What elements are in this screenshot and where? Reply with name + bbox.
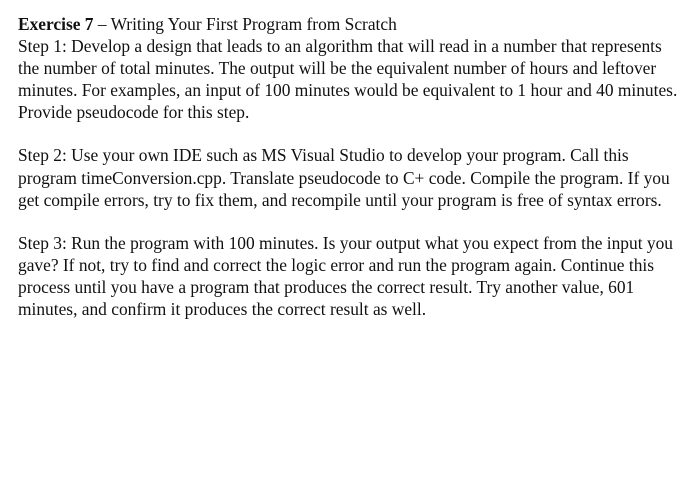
paragraph-gap (18, 211, 678, 232)
step-1-paragraph: Step 1: Develop a design that leads to an algorithm that will read in a number that represents the number of total minutes. The output will be the equivalent number of hours and leftover minutes. For examples, an input of 100 minutes would be equivalent to 1 hour and 40 minutes. Provide pseudocode for this step. (18, 36, 678, 123)
exercise-heading (18, 13, 678, 35)
exercise-separator: – (93, 14, 111, 34)
step-2-paragraph: Step 2: Use your own IDE such as MS Visual Studio to develop your program. Call this program timeConversion.cpp. Translate pseudocode to C+ code. Compile the program. If you get compile errors, try to fix them, and recompile until your program is free of syntax errors. (18, 145, 670, 210)
exercise-label: Exercise 7 (18, 14, 94, 34)
document-page (18, 13, 678, 320)
step-3-paragraph: Step 3: Run the program with 100 minutes. Is your output what you expect from the input you gave? If not, try to find and correct the logic error and run the program again. Continue this process until you have a program that produces the correct result. Try another value, 601 minutes, and confirm it produces the correct result as well. (18, 232, 673, 320)
exercise-title: Writing Your First Program from Scratch (110, 14, 397, 34)
paragraph-gap (18, 123, 678, 144)
